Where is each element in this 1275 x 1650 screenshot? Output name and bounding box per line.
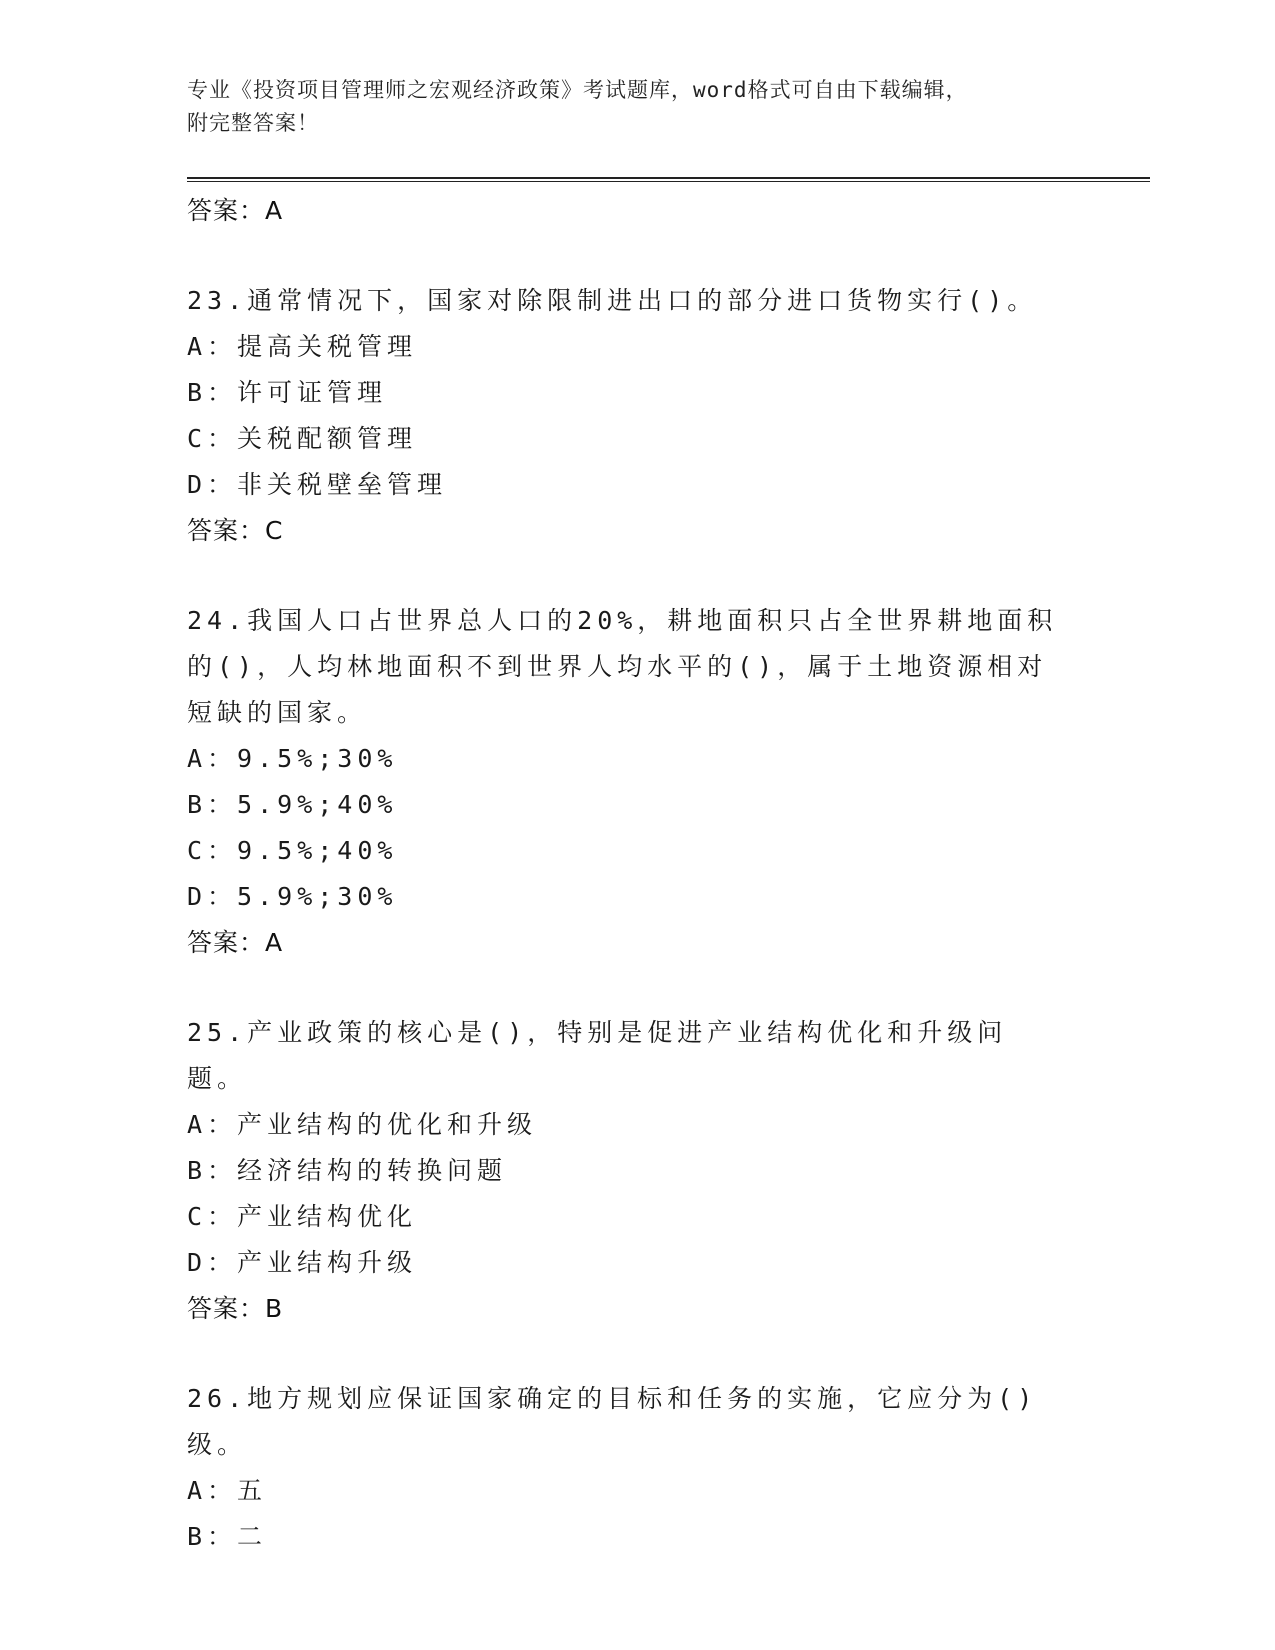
- question-25: [187, 1010, 1147, 1332]
- spacer: [187, 234, 1147, 278]
- option-c: C：关税配额管理: [187, 424, 418, 453]
- question-text: 25.产业政策的核心是()，特别是促进产业结构优化和升级问题。: [187, 1018, 1008, 1093]
- answer: 答案：B: [187, 1294, 284, 1323]
- option-d: D：非关税壁垒管理: [187, 470, 448, 499]
- question-26: [187, 1376, 1147, 1560]
- option-b: B：经济结构的转换问题: [187, 1156, 508, 1185]
- question-text: 26.地方规划应保证国家确定的目标和任务的实施，它应分为()级。: [187, 1384, 1038, 1459]
- question-list: [187, 188, 1147, 1560]
- document-header: [187, 74, 1147, 140]
- option-a: A：提高关税管理: [187, 332, 418, 361]
- question-23: [187, 278, 1147, 554]
- spacer: [187, 1332, 1147, 1376]
- question-text: 23.通常情况下，国家对除限制进出口的部分进口货物实行()。: [187, 286, 1038, 315]
- answer-22: 答案：A: [187, 196, 284, 225]
- answer: 答案：C: [187, 516, 284, 545]
- option-b: B：5.9%;40%: [187, 790, 398, 819]
- question-24: [187, 598, 1147, 966]
- question-text: 24.我国人口占世界总人口的20%，耕地面积只占全世界耕地面积的()，人均林地面积不到世界人均水平的()，属于土地资源相对短缺的国家。: [187, 606, 1058, 727]
- option-d: D：5.9%;30%: [187, 882, 398, 911]
- spacer: [187, 966, 1147, 1010]
- header-line-2: 附完整答案！: [187, 111, 319, 135]
- option-c: C：9.5%;40%: [187, 836, 398, 865]
- answer: 答案：A: [187, 928, 284, 957]
- header-divider: [187, 177, 1150, 182]
- spacer: [187, 554, 1147, 598]
- option-a: A：五: [187, 1476, 268, 1505]
- header-line-1: 专业《投资项目管理师之宏观经济政策》考试题库，word格式可自由下载编辑，: [187, 78, 968, 102]
- option-b: B：二: [187, 1522, 268, 1551]
- option-a: A：9.5%;30%: [187, 744, 398, 773]
- option-b: B：许可证管理: [187, 378, 388, 407]
- option-d: D：产业结构升级: [187, 1248, 418, 1277]
- option-a: A：产业结构的优化和升级: [187, 1110, 538, 1139]
- option-c: C：产业结构优化: [187, 1202, 418, 1231]
